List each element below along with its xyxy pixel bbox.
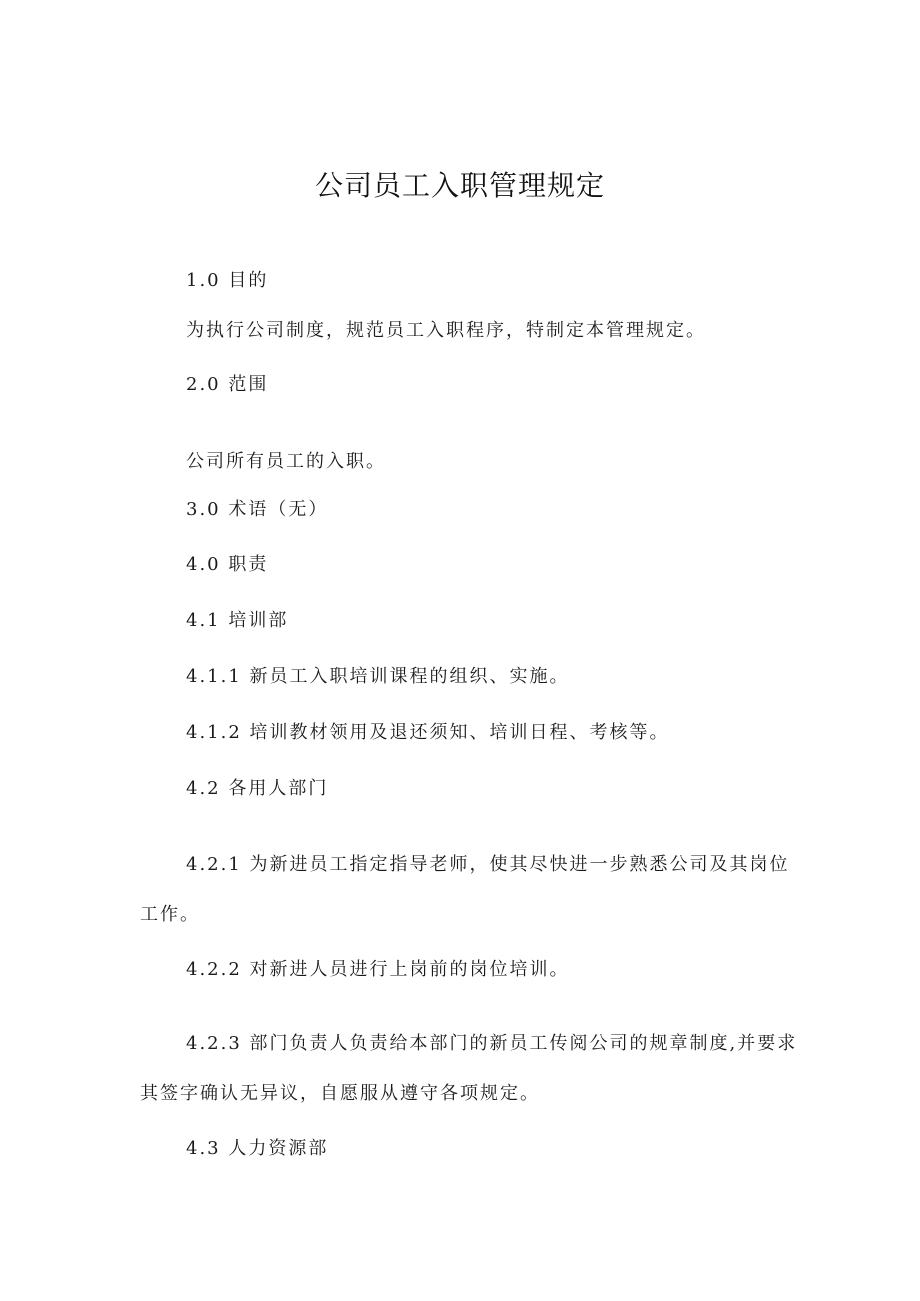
paragraph-4-1-2: 4.1.2 培训教材领用及退还须知、培训日程、考核等。 — [186, 722, 670, 743]
subsection-heading-hr: 4.3 人力资源部 — [186, 1138, 329, 1159]
paragraph-scope: 公司所有员工的入职。 — [186, 451, 386, 472]
paragraph-4-2-2: 4.2.2 对新进人员进行上岗前的岗位培训。 — [186, 959, 570, 980]
section-heading-terms: 3.0 术语（无） — [186, 499, 329, 520]
paragraph-4-2-1-continued: 工作。 — [140, 904, 200, 925]
paragraph-purpose: 为执行公司制度，规范员工入职程序，特制定本管理规定。 — [186, 320, 706, 341]
section-heading-purpose: 1.0 目的 — [186, 270, 269, 291]
subsection-heading-departments: 4.2 各用人部门 — [186, 778, 329, 799]
paragraph-4-2-1: 4.2.1 为新进员工指定指导老师，使其尽快进一步熟悉公司及其岗位 — [186, 854, 790, 875]
section-heading-duties: 4.0 职责 — [186, 554, 269, 575]
section-heading-scope: 2.0 范围 — [186, 374, 269, 395]
document-title: 公司员工入职管理规定 — [314, 169, 605, 202]
paragraph-4-2-3-continued: 其签字确认无异议，自愿服从遵守各项规定。 — [140, 1083, 540, 1104]
paragraph-4-1-1: 4.1.1 新员工入职培训课程的组织、实施。 — [186, 666, 570, 687]
subsection-heading-training: 4.1 培训部 — [186, 610, 289, 631]
paragraph-4-2-3: 4.2.3 部门负责人负责给本部门的新员工传阅公司的规章制度,并要求 — [186, 1033, 798, 1054]
